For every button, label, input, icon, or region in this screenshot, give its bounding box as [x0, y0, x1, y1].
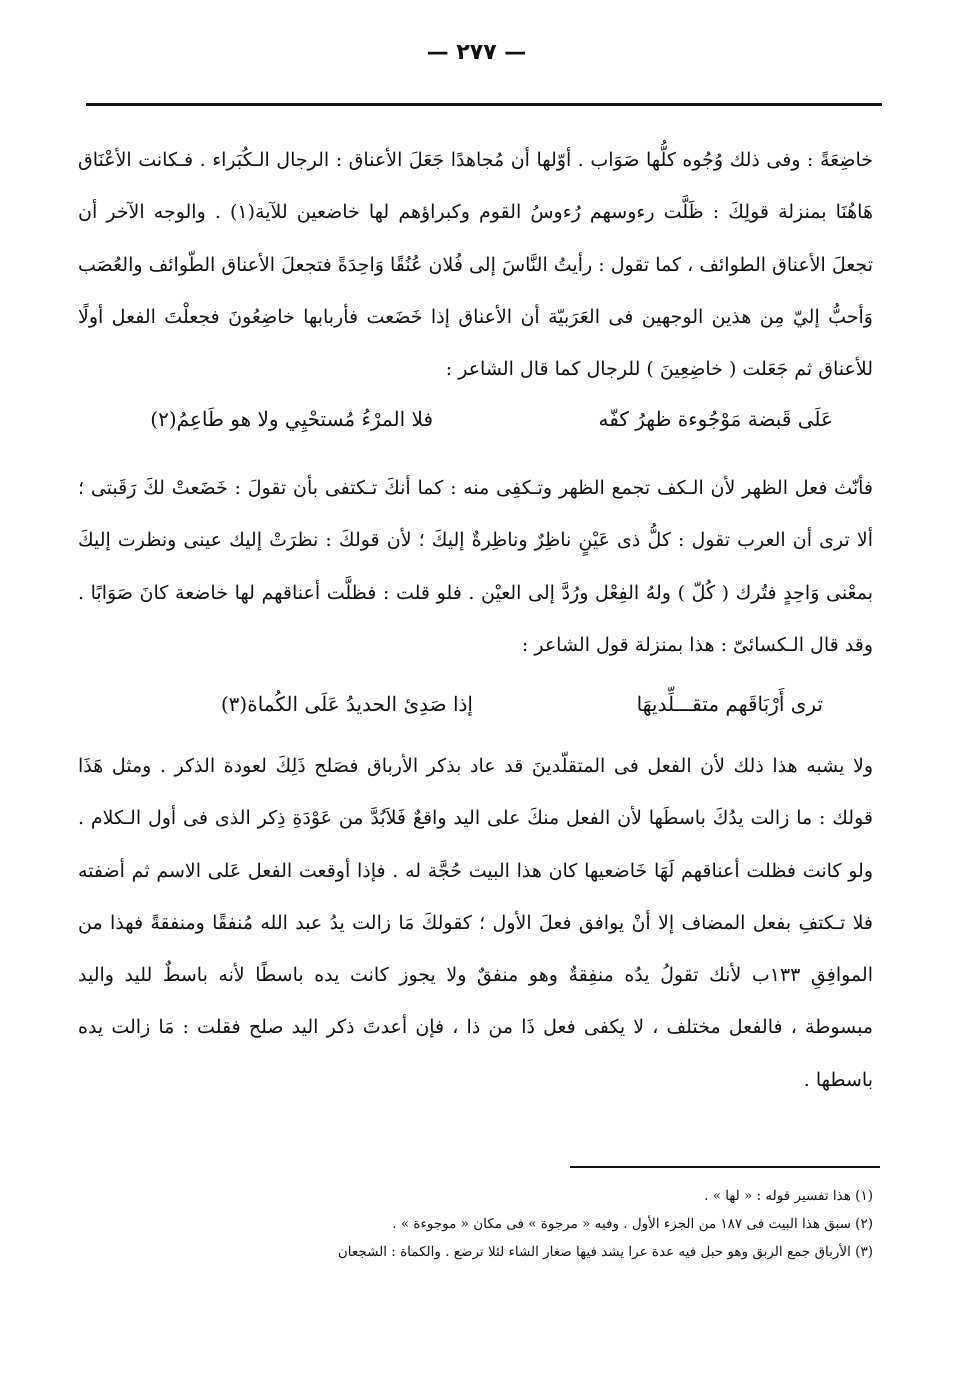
header-rule: [86, 103, 882, 106]
paragraph-1: خاضِعَةً : وفى ذلك وُجُوه كلُّها صَوَاب . أوّلها أن مُجاهدًا جَعَلَ الأعناق : الرجال الـكُبَراء . فـكانت الأعْنَاق هَاهُنَا بمنزلة قولِكَ : ظَلَّت رءوسهم رُءوسُ القوم وكبراؤهم لها خاضعين للآية(١) . والوجه الآخر أن تجعلَ الأعناق الطوائف ، كما تقول : رأيتُ النَّاسَ إلى فُلان عُنُقًا وَاحِدَةً فتجعلَ الأعناق الطّوائف والعُصَب وَأحبُّ إليّ مِن هذين الوجهين فى العَرَبيّة أن الأعناق إذا خَضَعت فأربابها خاضِعُونَ فجعلْتَ الفعل أولًا للأعناق ثم جَعَلت ( خاضِعِينَ ) للرجال كما قال الشاعر :: [78, 149, 873, 381]
verse-1-first-hemistich: عَلَى قَبضة مَوْجُوءة ظهرُ كفّه: [598, 407, 833, 431]
page-number: — ٢٧٧ —: [426, 40, 527, 65]
paragraph-2: فأنّث فعل الظهر لأن الـكف تجمع الظهر وتـكفِى منه : كما أنكَ تـكتفى بأن تقولَ : خَضَعتْ لكَ رَقَبتى ؛ ألا ترى أن العرب تقول : كلُّ ذى عَيْنٍ ناظِرٌ وناظِرةٌ إليكَ ؛ لأن قولكَ : نظرَتْ إليك عينى ونظرت إليكَ بمعْنى وَاحِدٍ فتُرك ( كُلّ ) ولهُ الفِعْل ورُدَّ إلى العيْن . فلو قلت : فظلَّت أعناقهم لها خاضعة كانَ صَوَابًا . وقد قال الـكسائىّ : هذا بمنزلة قول الشاعر :: [78, 477, 873, 656]
paragraph-3: ولا يشبه هذا ذلك لأن الفعل فى المتقلّدينَ قد عاد بذكر الأرباق فصَلح ذَلِكَ لعودة الذكر . ومثل هَذَا قولك : ما زالت يدُكَ باسطَها لأن الفعل منكَ على اليد واقعٌ فَلاَبُدَّ من عَوْدَةِ ذِكر الذى فى أول الـكلام . ولو كانت فظلت أعناقهم لَهَا خَاضعيها كان هذا البيت حُجَّة له . فإذا أوقعت الفعل عَلى الاسم ثم أضفته فلا تـكتفِ بفعل المضاف إلا أنْ يوافق فعلَ الأول ؛ كقولكَ مَا زالت يدُ عبد الله مُنفقًا ومنفقةً فهذا من الموافِقِ ١٣٣ب لأنك تقولُ يدُه منفِقةٌ وهو منفقٌ ولا يجوز كانت يده باسطًا لأنه باسطٌ لليد واليد مبسوطة ، فالفعل مختلف ، لا يكفى فعل ذَا من ذا ، فإن أعدتَ ذكر اليد صلح فقلت : مَا زالت يده باسطها .: [78, 755, 873, 1091]
verse-2-second-hemistich: إذا صَدِئ الحديدُ عَلَى الكُماة(٣): [220, 692, 473, 716]
footnote-1: (١) هذا تفسير قوله : « لها » .: [704, 1188, 873, 1204]
verse-2-first-hemistich: ترى أَرْبَاقَهم متقـــلِّديهَا: [636, 692, 823, 716]
footnote-rule: [570, 1166, 880, 1168]
footnote-2: (٢) سبق هذا البيت فى ١٨٧ من الجزء الأول . وفيه « مرجوة » فى مكان « موجوءة » .: [392, 1216, 873, 1232]
footnotes: [78, 1182, 873, 1266]
footnote-3: (٣) الأرباق جمع الربق وهو حبل فيه عدة عرا يشد فيها صغار الشاء لئلا ترضع . والكماة : الشجعان: [337, 1244, 873, 1260]
verse-2: [78, 692, 873, 732]
verse-1-second-hemistich: فلا المرْءُ مُستحْيِي ولا هو طَاعِمُ(٢): [150, 407, 433, 431]
verse-1: [78, 407, 873, 447]
